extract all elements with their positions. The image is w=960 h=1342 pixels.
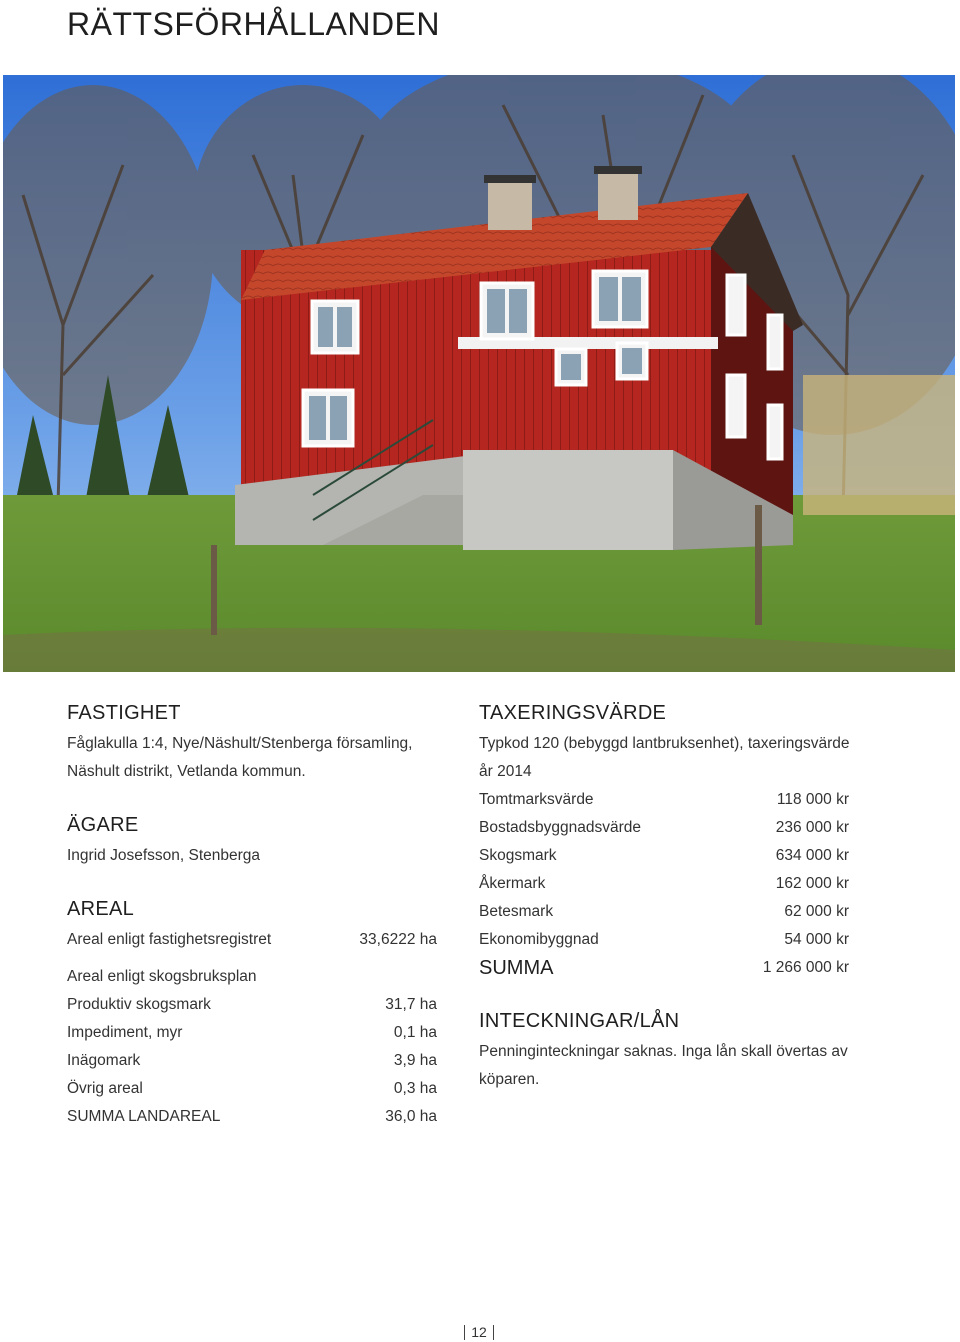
taxering-row-label: Betesmark xyxy=(479,903,554,920)
taxering-line-2: år 2014 xyxy=(479,763,532,780)
areal-row-label: Inägomark xyxy=(67,1052,141,1069)
areal-summa-row xyxy=(67,1103,437,1131)
agare-heading: ÄGARE xyxy=(67,814,139,836)
page-footer xyxy=(460,1322,498,1342)
areal-row-value: 0,3 ha xyxy=(393,1080,437,1097)
areal-registry-value: 33,6222 ha xyxy=(359,931,437,948)
taxering-row xyxy=(479,926,849,954)
house-photo xyxy=(3,75,955,672)
footer-divider-right xyxy=(493,1325,494,1340)
areal-row-label: Impediment, myr xyxy=(67,1024,183,1041)
fastighet-line-1: Fåglakulla 1:4, Nye/Näshult/Stenberga församling, xyxy=(67,735,413,752)
taxering-row-value: 236 000 kr xyxy=(775,819,849,836)
taxering-row-value: 162 000 kr xyxy=(775,875,849,892)
areal-row-label: Produktiv skogsmark xyxy=(67,996,211,1013)
taxering-row xyxy=(479,814,849,842)
taxering-row-label: Skogsmark xyxy=(479,847,557,864)
areal-row-value: 31,7 ha xyxy=(385,996,437,1013)
areal-row xyxy=(67,991,437,1019)
footer-divider-left xyxy=(464,1325,465,1340)
areal-plan-label: Areal enligt skogsbruksplan xyxy=(67,968,257,985)
taxering-row xyxy=(479,870,849,898)
taxering-row xyxy=(479,898,849,926)
taxering-summa-row xyxy=(479,954,849,982)
inteckningar-line-2: köparen. xyxy=(479,1071,540,1088)
areal-heading: AREAL xyxy=(67,898,135,920)
taxering-row-label: Ekonomibyggnad xyxy=(479,931,599,948)
areal-registry-row xyxy=(67,926,437,954)
taxering-row-label: Åkermark xyxy=(479,875,546,892)
areal-row xyxy=(67,1019,437,1047)
taxering-row-value: 634 000 kr xyxy=(775,847,849,864)
areal-row xyxy=(67,1047,437,1075)
areal-summa-value: 36,0 ha xyxy=(385,1108,437,1125)
agare-name: Ingrid Josefsson, Stenberga xyxy=(67,847,261,864)
taxering-heading: TAXERINGSVÄRDE xyxy=(479,702,667,724)
taxering-line-1: Typkod 120 (bebyggd lantbruksenhet), taxeringsvärde xyxy=(479,735,850,752)
areal-row-label: Övrig areal xyxy=(67,1080,143,1097)
inteckningar-heading: INTECKNINGAR/LÅN xyxy=(479,1010,680,1032)
areal-row-value: 3,9 ha xyxy=(393,1052,437,1069)
taxering-row-label: Tomtmarksvärde xyxy=(479,791,594,808)
areal-row-value: 0,1 ha xyxy=(393,1024,437,1041)
taxering-row-value: 118 000 kr xyxy=(776,791,849,808)
taxering-row xyxy=(479,842,849,870)
areal-summa-label: SUMMA LANDAREAL xyxy=(67,1108,221,1125)
taxering-row-value: 62 000 kr xyxy=(784,903,849,920)
taxering-row xyxy=(479,786,849,814)
inteckningar-line-1: Penninginteckningar saknas. Inga lån skall övertas av xyxy=(479,1043,848,1060)
taxering-summa-label: SUMMA xyxy=(479,957,554,979)
taxering-row-value: 54 000 kr xyxy=(784,931,849,948)
areal-registry-label: Areal enligt fastighetsregistret xyxy=(67,931,272,948)
fastighet-heading: FASTIGHET xyxy=(67,702,181,724)
red-farmhouse-illustration xyxy=(3,75,955,672)
fastighet-line-2: Näshult distrikt, Vetlanda kommun. xyxy=(67,763,306,780)
areal-row xyxy=(67,1075,437,1103)
page-number: 12 xyxy=(471,1324,487,1340)
page-title: RÄTTSFÖRHÅLLANDEN xyxy=(67,6,440,42)
taxering-row-label: Bostadsbyggnadsvärde xyxy=(479,819,642,836)
taxering-summa-value: 1 266 000 kr xyxy=(762,959,849,976)
